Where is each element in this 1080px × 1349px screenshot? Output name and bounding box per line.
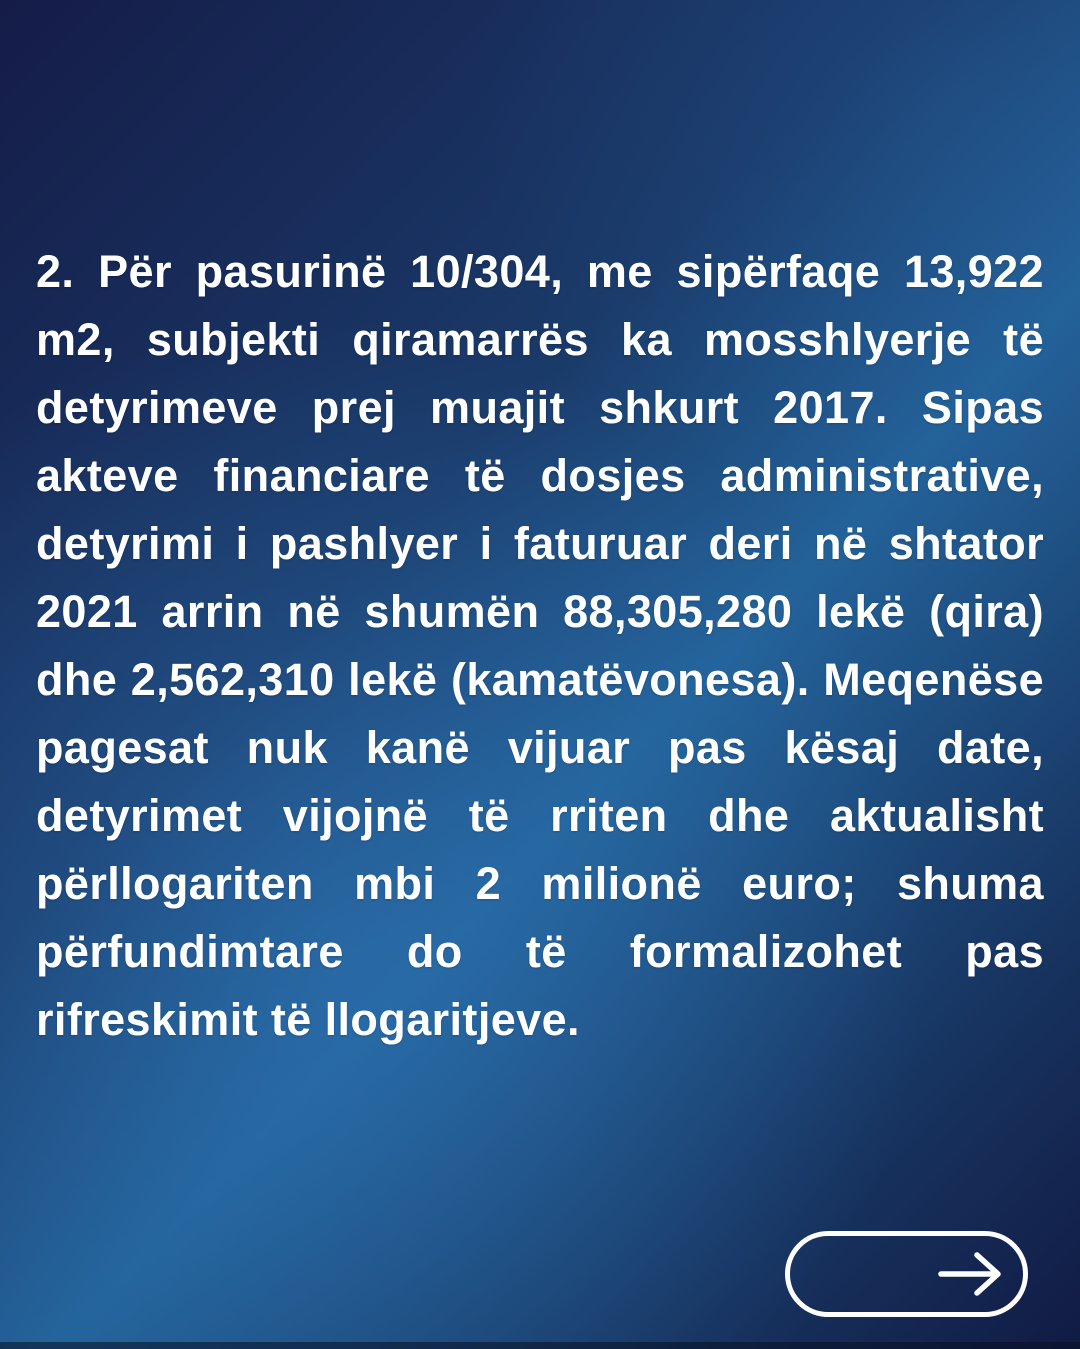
body-text: 2. Për pasurinë 10/304, me sipërfaqe 13,922 m2, subjekti qiramarrës ka mosshlyerje të detyrimeve prej muajit shkurt 2017. Sipas akteve financiare të dosjes administrative, detyrimi i pashlyer i faturuar deri në shtator 2021 arrin në shumën 88,305,280 lekë (qira) dhe 2,562,310 lekë (kamatëvonesa). Meqenëse pagesat nuk kanë vijuar pas kësaj date, detyrimet vijojnë të rriten dhe aktualisht përllogariten mbi 2 milionë euro; shuma përfundimtare do të formalizohet pas rifreskimit të llogaritjeve. — [36, 246, 1044, 1045]
next-button[interactable] — [785, 1231, 1028, 1317]
arrow-right-icon — [937, 1250, 1005, 1298]
bottom-edge-strip — [0, 1342, 1080, 1349]
